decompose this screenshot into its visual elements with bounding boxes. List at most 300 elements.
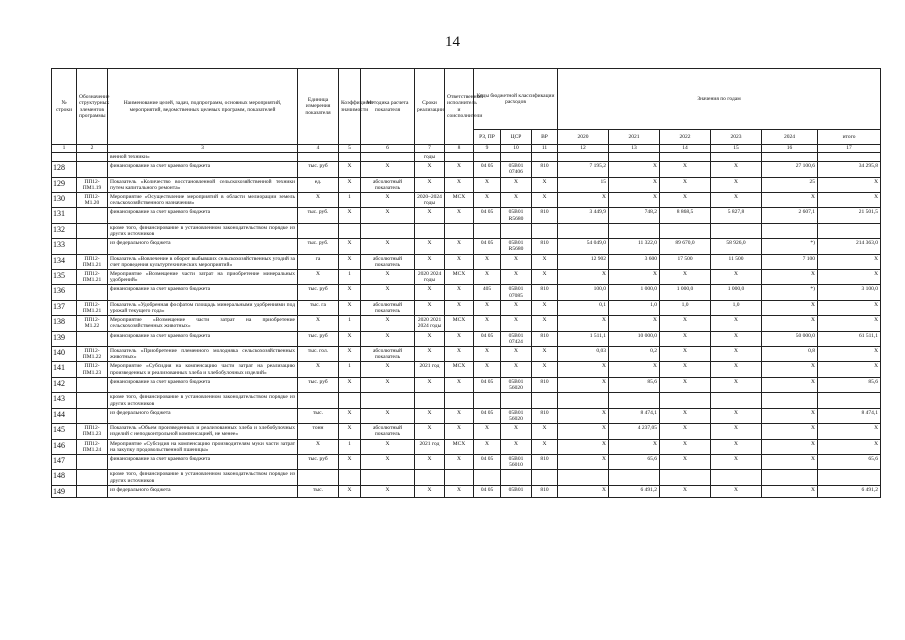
row-designation: ПП12-ПМ1.23 xyxy=(77,362,108,377)
row-total: 21 501,5 xyxy=(818,208,881,223)
row-coef: X xyxy=(339,485,361,497)
row-designation: ПП12-ПМ1.21 xyxy=(77,254,108,269)
row-vr: X xyxy=(532,270,558,285)
row-term: X xyxy=(415,485,445,497)
row-coef: 1 xyxy=(339,270,361,285)
header-term: Сроки реализации xyxy=(415,69,445,145)
row-value-2020: X xyxy=(558,316,609,331)
row-value-2020: X xyxy=(558,424,609,439)
row-resp: X xyxy=(445,377,474,392)
row-number: 141 xyxy=(52,362,77,377)
header-vr: ВР xyxy=(532,130,558,145)
header-rzpr: РЗ, ПР xyxy=(474,130,501,145)
row-resp: X xyxy=(445,177,474,192)
row-coef: 1 xyxy=(339,439,361,454)
row-vr: X xyxy=(532,439,558,454)
carry-name: венной техники» xyxy=(108,153,298,162)
row-unit: тыс. руб xyxy=(298,162,339,177)
table-row xyxy=(52,470,881,485)
row-total: 61 511,1 xyxy=(818,331,881,346)
row-value-2022: X xyxy=(660,454,711,469)
table-row xyxy=(52,377,881,392)
row-value-2022: X xyxy=(660,270,711,285)
row-resp: МСХ xyxy=(445,270,474,285)
table-row xyxy=(52,208,881,223)
row-coef: 1 xyxy=(339,362,361,377)
row-term: X xyxy=(415,454,445,469)
row-unit xyxy=(298,470,339,485)
row-vr: 810 xyxy=(532,208,558,223)
row-value-2021: X xyxy=(609,193,660,208)
row-vr: X xyxy=(532,177,558,192)
row-designation xyxy=(77,331,108,346)
row-resp: МСХ xyxy=(445,193,474,208)
row-value-2020: 15 xyxy=(558,177,609,192)
row-resp: X xyxy=(445,485,474,497)
row-value-2024: *) xyxy=(762,239,818,254)
row-value-2021 xyxy=(609,470,660,485)
row-unit: тыс. руб. xyxy=(298,239,339,254)
row-csr: 05В01 07406 xyxy=(501,162,532,177)
table-row xyxy=(52,193,881,208)
row-designation: ПП12-ПМ1.21 xyxy=(77,300,108,315)
row-value-2023: X xyxy=(711,193,762,208)
row-value-2024: X xyxy=(762,316,818,331)
row-value-2021: 748,2 xyxy=(609,208,660,223)
row-value-2023: X xyxy=(711,316,762,331)
row-number: 135 xyxy=(52,270,77,285)
row-term: X xyxy=(415,239,445,254)
row-designation xyxy=(77,485,108,497)
row-unit: X xyxy=(298,270,339,285)
row-method: X xyxy=(361,439,415,454)
header-2021: 2021 xyxy=(609,130,660,145)
row-designation xyxy=(77,223,108,238)
row-designation xyxy=(77,377,108,392)
row-unit: тыс. руб xyxy=(298,377,339,392)
row-coef: X xyxy=(339,300,361,315)
row-name: финансирование за счет краевого бюджета xyxy=(108,208,298,223)
row-number: 138 xyxy=(52,316,77,331)
row-term: X xyxy=(415,424,445,439)
row-designation: ПП12-ПМ1.24 xyxy=(77,439,108,454)
column-number: 13 xyxy=(609,145,660,153)
column-number: 14 xyxy=(660,145,711,153)
row-value-2022: 8 868,5 xyxy=(660,208,711,223)
row-value-2024: X xyxy=(762,270,818,285)
row-value-2023: X xyxy=(711,362,762,377)
row-total: X xyxy=(818,300,881,315)
row-total xyxy=(818,393,881,408)
row-designation: ПП12-М1.22 xyxy=(77,316,108,331)
row-name: кроме того, финансирование в установленном законодательством порядке из других источников xyxy=(108,223,298,238)
row-rzpr: 04 05 xyxy=(474,377,501,392)
row-value-2023: X xyxy=(711,485,762,497)
row-value-2024: 7 100 xyxy=(762,254,818,269)
row-unit: тыс. xyxy=(298,485,339,497)
row-value-2021: 10 000,0 xyxy=(609,331,660,346)
table-row xyxy=(52,331,881,346)
table-row xyxy=(52,347,881,362)
row-vr: 810 xyxy=(532,285,558,300)
row-total: X xyxy=(818,177,881,192)
row-name: финансирование за счет краевого бюджета xyxy=(108,162,298,177)
row-method: X xyxy=(361,408,415,423)
row-unit: тыс. руб xyxy=(298,454,339,469)
row-designation: ПП12-ПМ1.22 xyxy=(77,347,108,362)
row-term: 2021 год xyxy=(415,439,445,454)
row-value-2023: 5 827,8 xyxy=(711,208,762,223)
column-number: 2 xyxy=(77,145,108,153)
row-term xyxy=(415,223,445,238)
row-term xyxy=(415,393,445,408)
row-coef: X xyxy=(339,177,361,192)
header-method: Методика расчета показателя xyxy=(361,69,415,145)
row-unit: тыс. xyxy=(298,408,339,423)
row-method: X xyxy=(361,362,415,377)
row-term: X xyxy=(415,208,445,223)
row-coef xyxy=(339,470,361,485)
row-method: X xyxy=(361,208,415,223)
row-vr xyxy=(532,393,558,408)
table-row xyxy=(52,454,881,469)
row-vr: X xyxy=(532,362,558,377)
row-total: X xyxy=(818,347,881,362)
row-value-2024: 27 100,6 xyxy=(762,162,818,177)
column-number: 3 xyxy=(108,145,298,153)
row-value-2023: X xyxy=(711,162,762,177)
table-row xyxy=(52,254,881,269)
row-csr: X xyxy=(501,347,532,362)
row-name: из федерального бюджета xyxy=(108,239,298,254)
row-value-2020: X xyxy=(558,454,609,469)
row-name: Показатель «Количество восстановленной сельскохозяйственной техники путем капитального ремонта» xyxy=(108,177,298,192)
row-value-2023: 58 926,0 xyxy=(711,239,762,254)
row-number: 140 xyxy=(52,347,77,362)
row-name: финансирование за счет краевого бюджета xyxy=(108,285,298,300)
row-unit: га xyxy=(298,254,339,269)
column-number: 16 xyxy=(762,145,818,153)
row-name: кроме того, финансирование в установленном законодательством порядке из других источников xyxy=(108,470,298,485)
row-term: 2020 2024 годы xyxy=(415,270,445,285)
header-total: итого xyxy=(818,130,881,145)
column-number: 6 xyxy=(361,145,415,153)
header-unit: Единица измерения показателя xyxy=(298,69,339,145)
row-value-2023: X xyxy=(711,424,762,439)
table-row xyxy=(52,223,881,238)
program-table xyxy=(51,68,881,498)
row-value-2021: 6 491,2 xyxy=(609,485,660,497)
row-value-2021: 11 322,0 xyxy=(609,239,660,254)
row-value-2021: X xyxy=(609,270,660,285)
row-value-2023 xyxy=(711,393,762,408)
row-designation xyxy=(77,393,108,408)
row-value-2024: X xyxy=(762,377,818,392)
row-number: 132 xyxy=(52,223,77,238)
row-csr xyxy=(501,470,532,485)
row-term: X xyxy=(415,300,445,315)
row-value-2022: X xyxy=(660,439,711,454)
row-resp: МСХ xyxy=(445,362,474,377)
row-value-2021: 3 600 xyxy=(609,254,660,269)
column-number: 5 xyxy=(339,145,361,153)
row-term: X xyxy=(415,347,445,362)
header-num: № строки xyxy=(52,69,77,145)
header-2022: 2022 xyxy=(660,130,711,145)
row-rzpr: X xyxy=(474,439,501,454)
row-value-2024: 0,8 xyxy=(762,347,818,362)
row-total xyxy=(818,470,881,485)
row-value-2024: X xyxy=(762,454,818,469)
row-number: 148 xyxy=(52,470,77,485)
column-number: 7 xyxy=(415,145,445,153)
row-value-2022 xyxy=(660,223,711,238)
row-method: X xyxy=(361,454,415,469)
row-csr: X xyxy=(501,193,532,208)
row-rzpr: X xyxy=(474,193,501,208)
row-csr: 05В01 56010 xyxy=(501,454,532,469)
column-number: 11 xyxy=(532,145,558,153)
column-number: 9 xyxy=(474,145,501,153)
row-name: финансирование за счет краевого бюджета xyxy=(108,454,298,469)
row-value-2021: 4 237,05 xyxy=(609,424,660,439)
table-row xyxy=(52,285,881,300)
row-value-2020: 0,1 xyxy=(558,300,609,315)
row-resp: X xyxy=(445,300,474,315)
row-method: X xyxy=(361,193,415,208)
row-rzpr: X xyxy=(474,347,501,362)
row-number: 134 xyxy=(52,254,77,269)
header-csr: ЦСР xyxy=(501,130,532,145)
row-value-2022: X xyxy=(660,316,711,331)
row-unit: X xyxy=(298,316,339,331)
row-coef xyxy=(339,223,361,238)
row-value-2020: 54 049,0 xyxy=(558,239,609,254)
row-value-2021: X xyxy=(609,177,660,192)
carry-term: годы xyxy=(415,153,445,162)
row-method: абсолютный показатель xyxy=(361,347,415,362)
row-total xyxy=(818,223,881,238)
row-number: 128 xyxy=(52,162,77,177)
header-name: Наименование целей, задач, подпрограмм, основных мероприятий, мероприятий, ведомственных целевых программ, показателей xyxy=(108,69,298,145)
row-number: 131 xyxy=(52,208,77,223)
row-csr: X xyxy=(501,424,532,439)
row-vr: X xyxy=(532,347,558,362)
row-value-2020: 1 511,1 xyxy=(558,331,609,346)
row-csr: 05В01 07085 xyxy=(501,285,532,300)
row-method: абсолютный показатель xyxy=(361,254,415,269)
row-resp: X xyxy=(445,424,474,439)
row-term: X xyxy=(415,408,445,423)
row-total: 6 491,2 xyxy=(818,485,881,497)
row-total: 65,6 xyxy=(818,454,881,469)
row-unit: тыс. га xyxy=(298,300,339,315)
table-row xyxy=(52,362,881,377)
row-value-2023: X xyxy=(711,177,762,192)
row-value-2022: X xyxy=(660,331,711,346)
row-total: 214 363,0 xyxy=(818,239,881,254)
row-number: 145 xyxy=(52,424,77,439)
row-csr xyxy=(501,393,532,408)
row-unit: X xyxy=(298,362,339,377)
row-csr: 05В01 R5680 xyxy=(501,208,532,223)
row-rzpr: X xyxy=(474,424,501,439)
row-name: из федерального бюджета xyxy=(108,485,298,497)
row-unit: X xyxy=(298,439,339,454)
row-rzpr xyxy=(474,223,501,238)
row-name: финансирование за счет краевого бюджета xyxy=(108,331,298,346)
row-name: Мероприятие «Возмещение части затрат на приобретение минеральных удобрений» xyxy=(108,270,298,285)
row-rzpr: X xyxy=(474,254,501,269)
row-value-2022: X xyxy=(660,408,711,423)
row-coef: X xyxy=(339,408,361,423)
row-method: абсолютный показатель xyxy=(361,300,415,315)
row-value-2022: X xyxy=(660,177,711,192)
row-rzpr: 04 05 xyxy=(474,208,501,223)
row-resp xyxy=(445,223,474,238)
header-values: Значения по годам xyxy=(558,69,881,130)
row-value-2024: X xyxy=(762,485,818,497)
row-value-2021: 1,0 xyxy=(609,300,660,315)
row-unit xyxy=(298,223,339,238)
row-value-2024: 50 000,0 xyxy=(762,331,818,346)
row-resp xyxy=(445,393,474,408)
row-term xyxy=(415,470,445,485)
row-term: 2020–2024 годы xyxy=(415,193,445,208)
row-number: 137 xyxy=(52,300,77,315)
table-body xyxy=(52,145,881,498)
row-method: X xyxy=(361,331,415,346)
row-rzpr: 04 05 xyxy=(474,408,501,423)
row-value-2021: 1 000,0 xyxy=(609,285,660,300)
row-rzpr: 04 05 xyxy=(474,162,501,177)
row-number: 144 xyxy=(52,408,77,423)
row-value-2022: X xyxy=(660,347,711,362)
row-resp xyxy=(445,470,474,485)
row-value-2022: 17 500 xyxy=(660,254,711,269)
column-numbers-row xyxy=(52,145,881,153)
column-number: 1 xyxy=(52,145,77,153)
row-value-2023: X xyxy=(711,408,762,423)
page-number: 14 xyxy=(445,34,460,50)
row-designation: ПП12-ПМ1.21 xyxy=(77,270,108,285)
column-number: 4 xyxy=(298,145,339,153)
row-value-2024 xyxy=(762,223,818,238)
row-value-2021: X xyxy=(609,362,660,377)
table-row xyxy=(52,485,881,497)
row-value-2024: X xyxy=(762,193,818,208)
header-codes: Коды бюджетной классификации расходов xyxy=(474,69,558,130)
row-total: X xyxy=(818,193,881,208)
row-vr: 810 xyxy=(532,162,558,177)
row-value-2024: X xyxy=(762,362,818,377)
row-method: X xyxy=(361,316,415,331)
row-rzpr: X xyxy=(474,316,501,331)
row-total: X xyxy=(818,270,881,285)
row-value-2021 xyxy=(609,393,660,408)
row-term: X xyxy=(415,331,445,346)
row-number: 136 xyxy=(52,285,77,300)
row-value-2021: 65,6 xyxy=(609,454,660,469)
row-coef: X xyxy=(339,208,361,223)
row-rzpr: X xyxy=(474,177,501,192)
row-rzpr xyxy=(474,393,501,408)
row-value-2022 xyxy=(660,393,711,408)
row-resp: X xyxy=(445,454,474,469)
row-csr: X xyxy=(501,439,532,454)
row-value-2021 xyxy=(609,223,660,238)
row-coef: X xyxy=(339,377,361,392)
row-vr: X xyxy=(532,254,558,269)
row-csr: 05В01 07424 xyxy=(501,331,532,346)
table-row xyxy=(52,439,881,454)
row-method: абсолютный показатель xyxy=(361,177,415,192)
column-number: 10 xyxy=(501,145,532,153)
header-coef: Коэффициент значимости xyxy=(339,69,361,145)
row-coef: X xyxy=(339,347,361,362)
row-name: Мероприятие «Субсидия на компенсацию производителям муки части затрат на закупку продовольственной пшеницы» xyxy=(108,439,298,454)
row-csr: X xyxy=(501,254,532,269)
row-value-2024: 2 607,1 xyxy=(762,208,818,223)
row-number: 133 xyxy=(52,239,77,254)
row-coef: X xyxy=(339,162,361,177)
row-value-2022: 1,0 xyxy=(660,300,711,315)
row-value-2023: X xyxy=(711,377,762,392)
row-method xyxy=(361,393,415,408)
column-number: 15 xyxy=(711,145,762,153)
row-coef: X xyxy=(339,454,361,469)
row-name: Показатель «Объем произведенных и реализованных хлеба и хлебобулочных изделий с неподконтрольной компенсацией, не менее» xyxy=(108,424,298,439)
row-csr: X xyxy=(501,177,532,192)
row-value-2021: X xyxy=(609,162,660,177)
row-value-2020: X xyxy=(558,377,609,392)
row-designation xyxy=(77,239,108,254)
table-row xyxy=(52,300,881,315)
row-total: 3 100,0 xyxy=(818,285,881,300)
row-rzpr: X xyxy=(474,362,501,377)
row-total: X xyxy=(818,362,881,377)
row-method: X xyxy=(361,239,415,254)
row-unit: ед. xyxy=(298,177,339,192)
row-rzpr xyxy=(474,470,501,485)
row-method: X xyxy=(361,485,415,497)
row-designation xyxy=(77,454,108,469)
row-vr: 810 xyxy=(532,239,558,254)
row-designation: ПП12-М1.20 xyxy=(77,193,108,208)
row-term: X xyxy=(415,177,445,192)
column-number: 12 xyxy=(558,145,609,153)
row-rzpr: 04 05 xyxy=(474,331,501,346)
row-coef: X xyxy=(339,285,361,300)
row-rzpr: X xyxy=(474,270,501,285)
row-total: 85,6 xyxy=(818,377,881,392)
row-vr: X xyxy=(532,193,558,208)
row-rzpr: X xyxy=(474,300,501,315)
row-value-2020: 7 195,2 xyxy=(558,162,609,177)
table-row xyxy=(52,239,881,254)
row-value-2024: X xyxy=(762,408,818,423)
row-vr: 810 xyxy=(532,377,558,392)
row-designation xyxy=(77,162,108,177)
row-total: 8 474,1 xyxy=(818,408,881,423)
row-csr: 05В01 56020 xyxy=(501,377,532,392)
row-value-2022: X xyxy=(660,362,711,377)
row-number: 142 xyxy=(52,377,77,392)
row-vr: X xyxy=(532,316,558,331)
row-csr: X xyxy=(501,316,532,331)
row-value-2024: X xyxy=(762,424,818,439)
row-number: 143 xyxy=(52,393,77,408)
